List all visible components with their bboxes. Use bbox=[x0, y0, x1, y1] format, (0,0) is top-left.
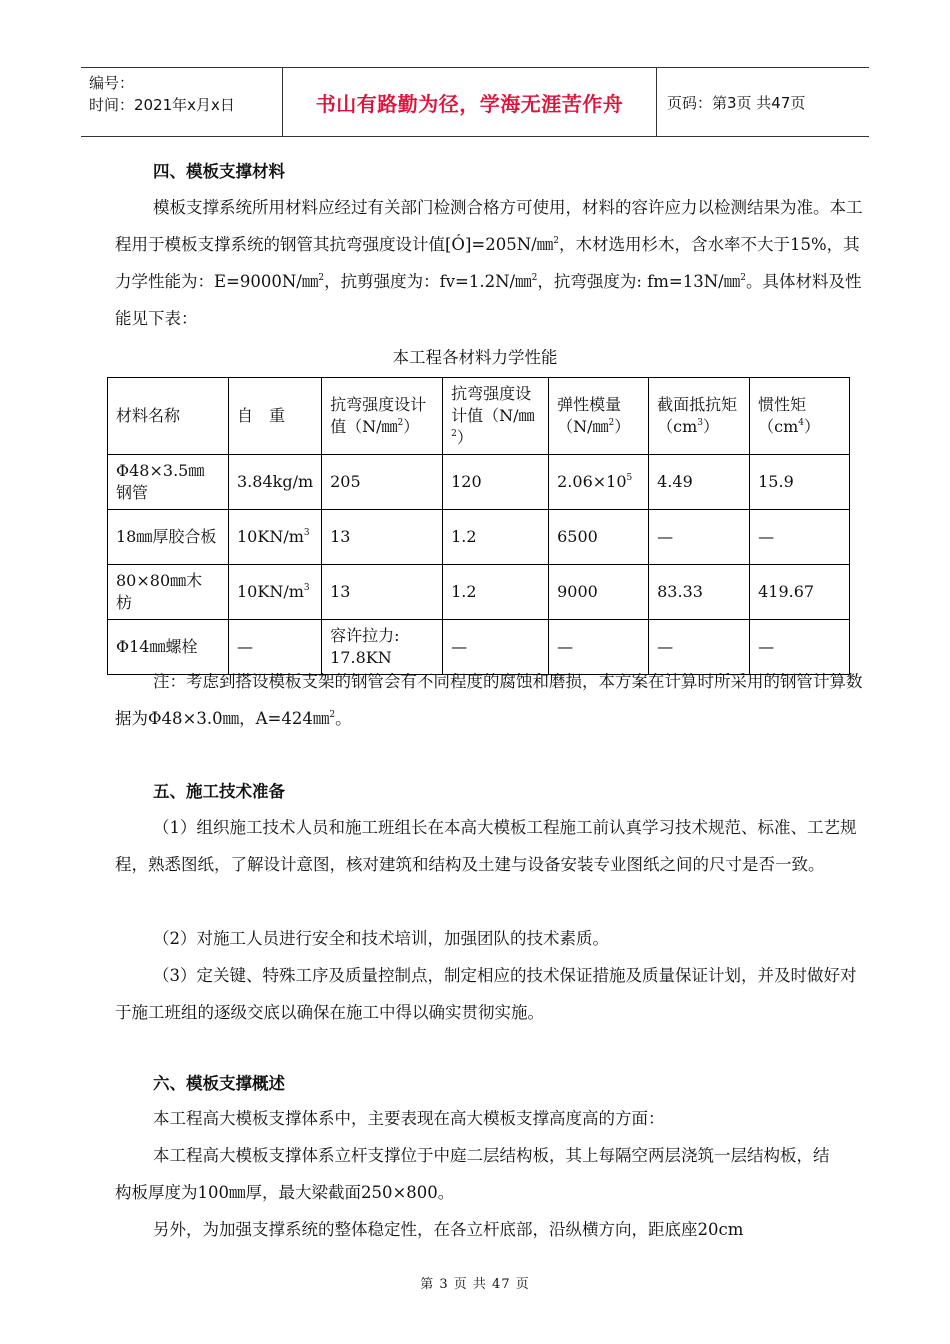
table-header-cell bbox=[750, 378, 850, 455]
note-text: 注：考虑到搭设模板支架的钢管会有不同程度的腐蚀和磨损，本方案在计算时所采用的钢管计算数据为Φ48×3.0㎜，A=424㎜ bbox=[115, 672, 863, 728]
p1-part-b: ，木材选用杉木，含水率不大于15%，其力学性能为：E=9000N/㎜ bbox=[115, 235, 860, 291]
page-header bbox=[81, 67, 869, 137]
table-cell bbox=[322, 510, 443, 565]
cell-text: 自 重 bbox=[237, 406, 286, 425]
table-row bbox=[108, 455, 850, 510]
cell-text: 13 bbox=[330, 582, 351, 601]
cell-text: 容许拉力: 17.8KN bbox=[330, 626, 400, 667]
p1-part-c: ，抗剪强度为：fv=1.2N/㎜ bbox=[324, 272, 532, 291]
table-header-cell bbox=[443, 378, 549, 455]
p1-part-e: 。具体材料及性能见下表： bbox=[115, 272, 862, 328]
cell-tail: ） bbox=[804, 417, 821, 436]
section5-item-2: （2）对施工人员进行安全和技术培训，加强团队的技术素质。 bbox=[153, 929, 609, 948]
sup-2: 2 bbox=[740, 273, 746, 283]
cell-tail: ） bbox=[456, 428, 473, 447]
table-cell bbox=[322, 455, 443, 510]
cell-text: 120 bbox=[451, 472, 482, 491]
table-cell bbox=[750, 510, 850, 565]
cell-text: — bbox=[758, 637, 775, 656]
table-cell bbox=[443, 510, 549, 565]
cell-text: 抗弯强度设计值（N/㎜ bbox=[451, 384, 535, 425]
section6-paragraph-3: 另外，为加强支撑系统的整体稳定性，在各立杆底部，沿纵横方向，距底座20cm bbox=[153, 1220, 744, 1239]
sup-2: 2 bbox=[329, 710, 336, 720]
header-page-info: 页码：第3页 共47页 bbox=[667, 93, 806, 112]
p1-part-a: 模板支撑系统所用材料应经过有关部门检测合格方可使用，材料的容许应力以检测结果为准。本工程用于模板支撑系统的钢管其抗弯强度设计值[Ó]=205N/㎜ bbox=[115, 198, 863, 254]
section6-title: 六、模板支撑概述 bbox=[153, 1074, 285, 1093]
section4-paragraph bbox=[115, 189, 865, 337]
cell-text: 抗弯强度设计值（N/㎜ bbox=[330, 395, 427, 436]
cell-text: 2.06×10 bbox=[557, 472, 627, 491]
cell-text: 18㎜厚胶合板 bbox=[116, 527, 217, 546]
table-cell bbox=[443, 565, 549, 620]
cell-text: 惯性矩（cm bbox=[758, 395, 807, 436]
table-cell bbox=[649, 510, 750, 565]
sup-2: 2 bbox=[553, 236, 559, 246]
date-label: 时间：2021年x月x日 bbox=[89, 96, 235, 114]
table-cell bbox=[108, 510, 229, 565]
table-header-cell bbox=[229, 378, 322, 455]
table-cell bbox=[322, 565, 443, 620]
cell-sup: 2 bbox=[608, 418, 615, 428]
note-end: 。 bbox=[335, 709, 352, 728]
cell-sup: 2 bbox=[397, 418, 404, 428]
table-cell bbox=[229, 510, 322, 565]
header-left-cell bbox=[81, 68, 283, 136]
cell-text: 1.2 bbox=[451, 527, 477, 546]
materials-table bbox=[107, 377, 850, 675]
cell-text: 10KN/m bbox=[237, 527, 304, 546]
table-header-cell bbox=[108, 378, 229, 455]
table-cell bbox=[549, 455, 649, 510]
section5-item-1: （1）组织施工技术人员和施工班组长在本高大模板工程施工前认真学习技术规范、标准、工艺规程，熟悉图纸，了解设计意图，核对建筑和结构及土建与设备安装专业图纸之间的尺寸是否一致。 bbox=[115, 818, 857, 874]
cell-text: 80×80㎜木 枋 bbox=[116, 571, 203, 612]
cell-text: — bbox=[657, 637, 674, 656]
table-cell bbox=[549, 565, 649, 620]
cell-text: 10KN/m bbox=[237, 582, 304, 601]
table-cell bbox=[229, 455, 322, 510]
cell-text: — bbox=[557, 637, 574, 656]
cell-text: 3.84kg/m bbox=[237, 472, 314, 491]
p1-part-d: ，抗弯强度为: fm=13N/㎜ bbox=[537, 272, 741, 291]
section5-title: 五、施工技术准备 bbox=[153, 782, 285, 801]
table-cell bbox=[108, 565, 229, 620]
page-footer: 第 3 页 共 47 页 bbox=[420, 1277, 530, 1292]
table-header-row bbox=[108, 378, 850, 455]
cell-sup: 2 bbox=[451, 429, 457, 439]
table-cell bbox=[443, 455, 549, 510]
cell-text: 205 bbox=[330, 472, 361, 491]
sup-2: 2 bbox=[531, 273, 538, 283]
cell-tail: ） bbox=[614, 417, 631, 436]
cell-tail: ） bbox=[403, 417, 420, 436]
cell-sup: 3 bbox=[697, 418, 703, 428]
cell-text: 6500 bbox=[557, 527, 598, 546]
table-note bbox=[115, 663, 865, 737]
cell-text: 截面抵抗矩（cm bbox=[657, 395, 738, 436]
cell-sup: 3 bbox=[303, 583, 310, 593]
cell-text: 13 bbox=[330, 527, 351, 546]
table-header-cell bbox=[322, 378, 443, 455]
cell-text: 1.2 bbox=[451, 582, 477, 601]
table-cell bbox=[649, 565, 750, 620]
table-cell bbox=[750, 455, 850, 510]
section4-title: 四、模板支撑材料 bbox=[153, 162, 285, 181]
table-cell bbox=[750, 565, 850, 620]
cell-text: — bbox=[451, 637, 468, 656]
table-caption: 本工程各材料力学性能 bbox=[392, 348, 558, 367]
table-row bbox=[108, 510, 850, 565]
section5-item-3: （3）定关键、特殊工序及质量控制点，制定相应的技术保证措施及质量保证计划，并及时做好对于施工班组的逐级交底以确保在施工中得以确实贯彻实施。 bbox=[115, 966, 857, 1022]
cell-sup: 5 bbox=[626, 473, 633, 483]
cell-text: — bbox=[657, 527, 674, 546]
cell-text: 4.49 bbox=[657, 472, 693, 491]
table-cell bbox=[649, 455, 750, 510]
serial-label: 编号： bbox=[89, 74, 135, 92]
cell-text: 419.67 bbox=[758, 582, 815, 601]
cell-text: 15.9 bbox=[758, 472, 794, 491]
table-cell bbox=[108, 455, 229, 510]
cell-text: — bbox=[237, 637, 253, 656]
cell-text: Φ48×3.5㎜钢管 bbox=[116, 461, 205, 502]
cell-text: — bbox=[758, 527, 775, 546]
cell-text: 9000 bbox=[557, 582, 598, 601]
cell-sup: 3 bbox=[303, 528, 310, 538]
cell-text: 83.33 bbox=[657, 582, 703, 601]
table-cell bbox=[229, 565, 322, 620]
cell-tail: ） bbox=[703, 417, 720, 436]
cell-text: 弹性模量（N/㎜ bbox=[557, 395, 622, 436]
table-header-cell bbox=[649, 378, 750, 455]
header-motto: 书山有路勤为径，学海无涯苦作舟 bbox=[283, 68, 657, 136]
cell-sup: 4 bbox=[798, 418, 804, 428]
cell-text: Φ14㎜螺栓 bbox=[116, 637, 198, 656]
section6-paragraph-2: 本工程高大模板支撑体系立杆支撑位于中庭二层结构板，其上每隔空两层浇筑一层结构板，结构板厚度为100㎜厚，最大梁截面250×800。 bbox=[115, 1146, 830, 1202]
sup-2: 2 bbox=[318, 273, 325, 283]
table-header-cell bbox=[549, 378, 649, 455]
table-cell bbox=[549, 510, 649, 565]
cell-text: 材料名称 bbox=[116, 406, 181, 425]
section6-paragraph-1: 本工程高大模板支撑体系中，主要表现在高大模板支撑高度高的方面： bbox=[153, 1109, 665, 1128]
table-row bbox=[108, 565, 850, 620]
